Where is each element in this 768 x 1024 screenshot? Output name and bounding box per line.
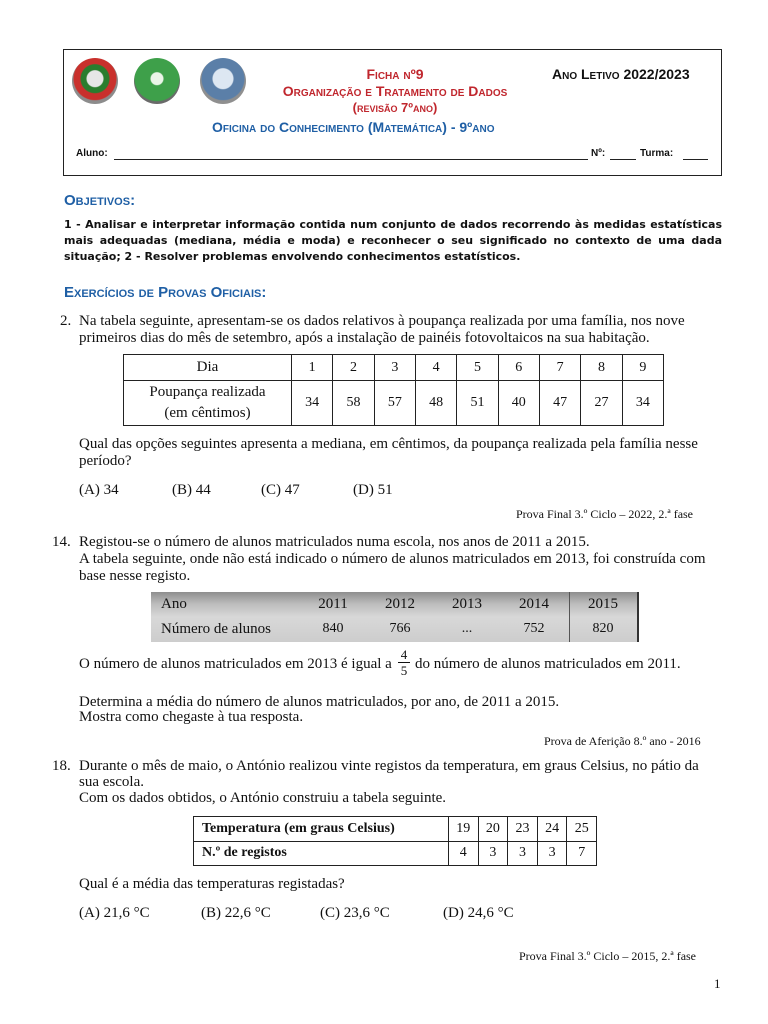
q2-number: 2.	[60, 313, 72, 329]
q14-fraction-denominator: 5	[398, 662, 410, 678]
q18-line2: sua escola.	[79, 774, 144, 790]
q14-year: 2012	[385, 596, 415, 612]
workshop-title: Oficina do Conhecimento (Matemática) - 9ºano	[212, 119, 495, 135]
q14-table	[151, 592, 639, 642]
exercises-title: Exercícios de Provas Oficiais:	[64, 284, 267, 301]
q14-row-label-students: Número de alunos	[161, 621, 271, 637]
q2-option-d[interactable]: (D) 51	[353, 482, 393, 498]
q14-table-right-edge	[637, 592, 639, 642]
q18-temp: 20	[478, 817, 508, 842]
q18-temp: 23	[508, 817, 538, 842]
q2-day: 4	[415, 355, 456, 381]
q18-count: 7	[567, 841, 597, 866]
q14-year: 2015	[588, 596, 618, 612]
q14-count: 820	[592, 621, 614, 636]
q2-day: 1	[292, 355, 333, 381]
q2-value: 48	[415, 381, 456, 426]
q18-option-b[interactable]: (B) 22,6 °C	[201, 905, 271, 921]
q2-option-c[interactable]: (C) 47	[261, 482, 300, 498]
student-label: Aluno:	[76, 148, 108, 159]
q14-fraction-pre: O número de alunos matriculados em 2013 é igual a	[79, 656, 392, 672]
school-year: Ano Letivo 2022/2023	[552, 66, 690, 82]
class-label: Turma:	[640, 148, 674, 159]
portugal-flag-logo	[72, 58, 118, 104]
student-name-field[interactable]	[114, 159, 588, 160]
q14-count: 752	[523, 621, 545, 636]
q14-year: 2014	[519, 596, 549, 612]
sheet-topic: Organização e Tratamento de Dados	[282, 83, 508, 99]
q2-value: 34	[622, 381, 663, 426]
q14-task2: Mostra como chegaste à tua resposta.	[79, 709, 304, 725]
q18-option-d[interactable]: (D) 24,6 °C	[443, 905, 514, 921]
q14-task1: Determina a média do número de alunos matriculados, por ano, de 2011 a 2015.	[79, 694, 560, 710]
q14-count: ...	[461, 621, 473, 636]
q18-temp: 25	[567, 817, 597, 842]
q18-count: 4	[449, 841, 479, 866]
q2-table	[123, 354, 664, 426]
q14-line2: A tabela seguinte, onde não está indicado o número de alunos matriculados em 2013, foi construída com	[79, 551, 706, 567]
q2-value: 47	[539, 381, 580, 426]
q14-number: 14.	[52, 534, 71, 550]
q14-year: 2011	[318, 596, 348, 612]
q18-table	[193, 816, 597, 866]
q18-row-label-count: N.º de registos	[194, 841, 449, 866]
q14-fraction	[398, 647, 410, 678]
canedo-school-logo	[134, 58, 180, 104]
q2-value: 34	[292, 381, 333, 426]
q2-value: 40	[498, 381, 539, 426]
page-number: 1	[714, 976, 721, 991]
q18-source: Prova Final 3.º Ciclo – 2015, 2.ª fase	[519, 949, 697, 963]
tree-logo	[200, 58, 246, 104]
q18-count: 3	[478, 841, 508, 866]
q2-day: 2	[333, 355, 374, 381]
q2-day: 8	[581, 355, 622, 381]
q18-line3: Com os dados obtidos, o António construiu a tabela seguinte.	[79, 790, 447, 806]
q2-value: 51	[457, 381, 498, 426]
q14-line3: base nesse registo.	[79, 568, 191, 584]
q2-value: 27	[581, 381, 622, 426]
q14-source: Prova de Aferição 8.º ano - 2016	[544, 734, 701, 748]
q18-option-a[interactable]: (A) 21,6 °C	[79, 905, 150, 921]
q14-count: 766	[389, 621, 411, 636]
q2-day: 7	[539, 355, 580, 381]
q2-line2: primeiros dias do mês de setembro, após a instalação de painéis fotovoltaicos na sua habitação.	[79, 330, 650, 346]
q2-day: 9	[622, 355, 663, 381]
number-label: Nº:	[591, 148, 606, 159]
q2-savings-label-2: (em cêntimos)	[164, 405, 251, 421]
q2-option-b[interactable]: (B) 44	[172, 482, 211, 498]
q2-line1: Na tabela seguinte, apresentam-se os dados relativos à poupança realizada por uma família, nos nove	[79, 313, 685, 329]
q14-count: 840	[322, 621, 344, 636]
q2-row-label-day: Dia	[124, 355, 292, 381]
q14-fraction-post: do número de alunos matriculados em 2011.	[415, 656, 681, 672]
q18-temp: 19	[449, 817, 479, 842]
q2-savings-label-1: Poupança realizada	[149, 384, 266, 400]
q2-question: Qual das opções seguintes apresenta a mediana, em cêntimos, da poupança realizada pela família nesse período?	[79, 436, 698, 469]
q2-source: Prova Final 3.º Ciclo – 2022, 2.ª fase	[516, 507, 694, 521]
objectives-text: 1 - Analisar e interpretar informação contida num conjunto de dados recorrendo às medidas estatísticas mais adequadas (mediana, média e moda) e reconhecer o seu significado no contexto de uma dada situação; 2 - Resolver problemas envolvendo conhecimentos estatísticos.	[64, 218, 722, 263]
q14-table-divider	[569, 592, 570, 642]
q18-count: 3	[537, 841, 567, 866]
q18-line1: Durante o mês de maio, o António realizou vinte registos da temperatura, em graus Celsius, no pátio da	[79, 758, 699, 774]
q2-day: 3	[374, 355, 415, 381]
q14-line1: Registou-se o número de alunos matriculados numa escola, nos anos de 2011 a 2015.	[79, 534, 590, 550]
q18-option-c[interactable]: (C) 23,6 °C	[320, 905, 390, 921]
q2-option-a[interactable]: (A) 34	[79, 482, 119, 498]
sheet-number: Ficha nº9	[366, 66, 424, 82]
sheet-revision: (revisão 7ºano)	[352, 100, 438, 115]
q2-value: 58	[333, 381, 374, 426]
class-field[interactable]	[683, 159, 708, 160]
q2-day: 5	[457, 355, 498, 381]
q2-row-label-savings	[124, 381, 292, 426]
q14-fraction-numerator: 4	[400, 647, 408, 662]
q2-value: 57	[374, 381, 415, 426]
objectives-title: Objetivos:	[64, 192, 136, 209]
q18-row-label-temperature: Temperatura (em graus Celsius)	[194, 817, 449, 842]
q14-year: 2013	[452, 596, 482, 612]
q2-day: 6	[498, 355, 539, 381]
q18-count: 3	[508, 841, 538, 866]
q18-question: Qual é a média das temperaturas registadas?	[79, 876, 345, 892]
q18-number: 18.	[52, 758, 71, 774]
student-number-field[interactable]	[610, 159, 636, 160]
q18-temp: 24	[537, 817, 567, 842]
q14-row-label-year: Ano	[161, 596, 187, 612]
